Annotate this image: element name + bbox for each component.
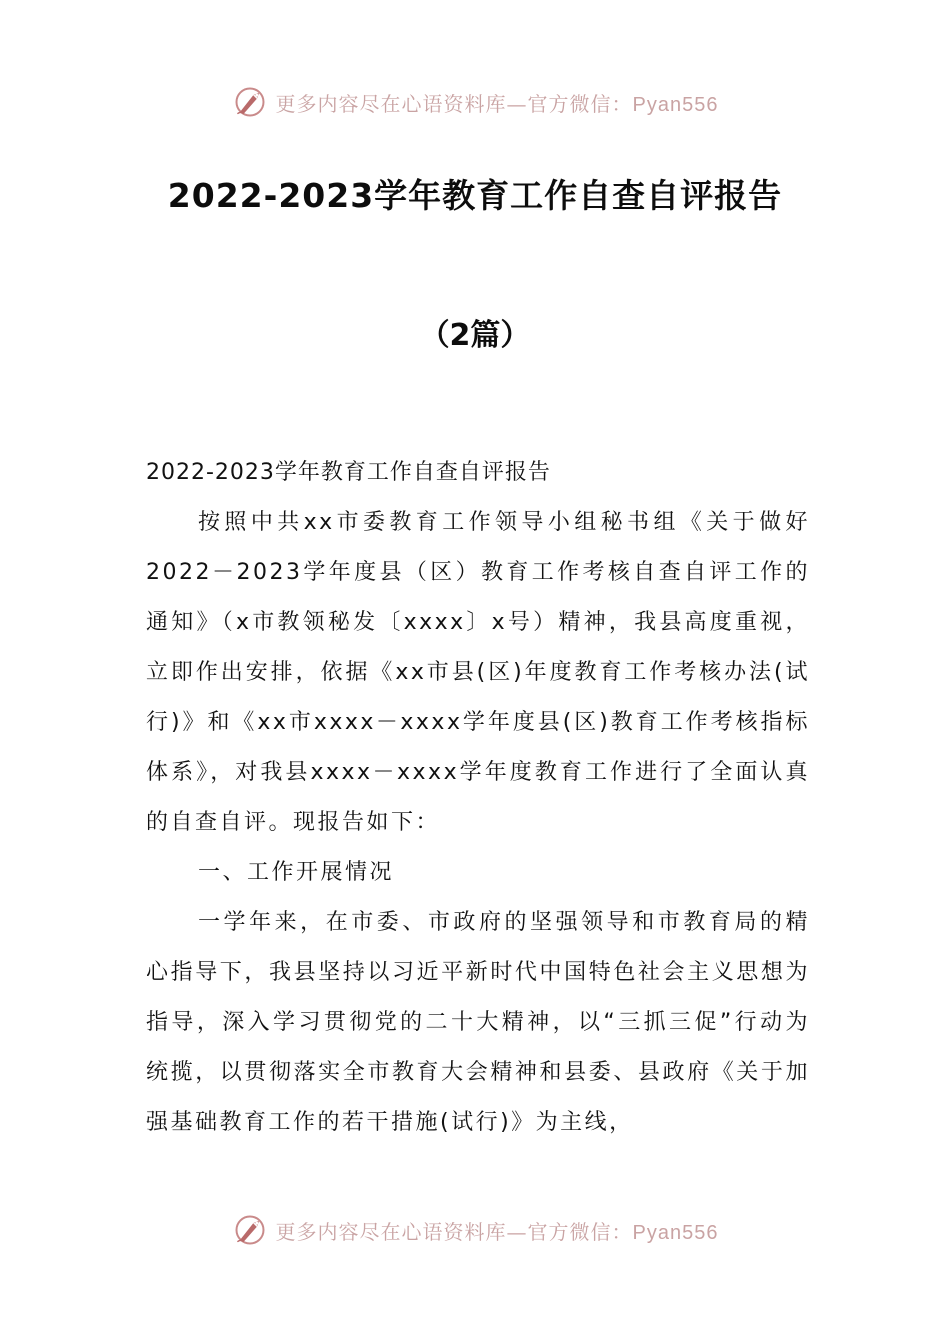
body-paragraph-summary: 一学年来，在市委、市政府的坚强领导和市教育局的精心指导下，我县坚持以习近平新时代中国特色社会主义思想为指导，深入学习贯彻党的二十大精神，以“三抓三促”行动为统揽，以贯彻落实全市教育大会精神和县委、县政府《关于加强基础教育工作的若干措施(试行)》为主线， bbox=[146, 910, 810, 1135]
body-paragraph-intro: 按照中共xx市委教育工作领导小组秘书组《关于做好2022－2023学年度县（区）教育工作考核自查自评工作的通知》（x市教领秘发〔xxxx〕x号）精神，我县高度重视，立即作出安排，依据《xx市县(区)年度教育工作考核办法(试行)》和《xx市xxxx－xxxx学年度县(区)教育工作考核指标体系》，对我县xxxx－xxxx学年度教育工作进行了全面认真的自查自评。现报告如下： bbox=[146, 510, 810, 835]
banner-text bbox=[276, 88, 719, 117]
footer-banner bbox=[0, 1210, 950, 1250]
banner-text bbox=[276, 1216, 719, 1245]
banner-wechat-label: 官方微信： bbox=[527, 1219, 633, 1244]
body-heading: 2022-2023学年教育工作自查自评报告 bbox=[146, 460, 551, 485]
banner-wechat-handle: Pyan556 bbox=[632, 93, 719, 116]
document-title: 2022-2023学年教育工作自查自评报告 bbox=[167, 176, 783, 215]
banner-wechat-label: 官方微信： bbox=[527, 91, 633, 116]
banner-main-text: 更多内容尽在心语资料库 bbox=[275, 1219, 507, 1244]
pen-nib-logo-icon bbox=[232, 1212, 268, 1248]
pen-nib-logo-icon bbox=[232, 84, 268, 120]
banner-separator: — bbox=[506, 1219, 528, 1244]
section-heading: 一、工作开展情况 bbox=[198, 860, 395, 885]
document-body bbox=[146, 448, 810, 1148]
banner-main-text: 更多内容尽在心语资料库 bbox=[275, 91, 507, 116]
document-subtitle: （2篇） bbox=[419, 318, 531, 353]
header-banner bbox=[0, 82, 950, 122]
banner-separator: — bbox=[506, 91, 528, 116]
banner-wechat-handle: Pyan556 bbox=[632, 1221, 719, 1244]
